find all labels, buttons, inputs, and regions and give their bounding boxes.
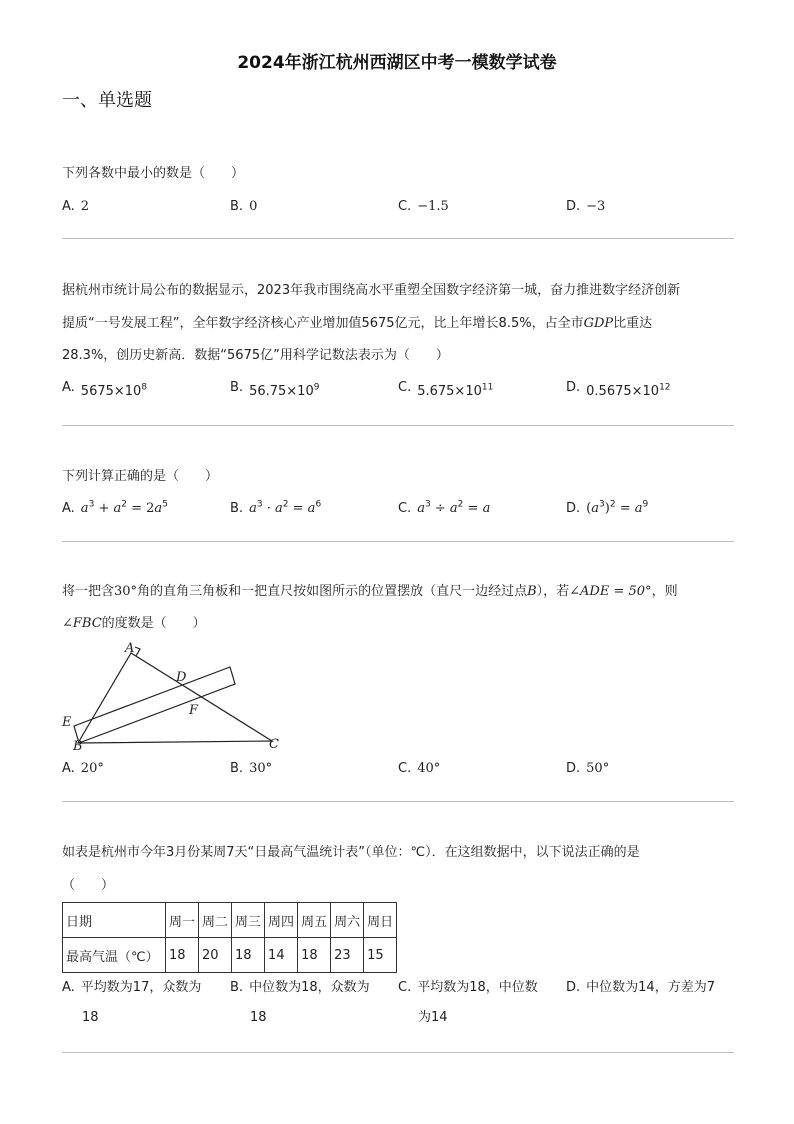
divider [62, 425, 734, 426]
q2-option-c[interactable]: C. $5.675\times 10^{11}$ [398, 380, 494, 399]
table-cell: 周五 [298, 903, 331, 938]
table-row [63, 903, 397, 938]
label-d: D [176, 670, 187, 685]
table-cell: 18 [166, 938, 199, 973]
q2-line-3: 28.3%，创历史新高．数据“5675亿”用科学记数法表示为（ ） [62, 348, 449, 363]
q4-line-2: ∠FBC的度数是（ ） [62, 616, 206, 631]
ruler [74, 667, 235, 743]
divider [62, 1052, 734, 1053]
table-cell: 周四 [265, 903, 298, 938]
table-cell: 周一 [166, 903, 199, 938]
table-cell: 23 [331, 938, 364, 973]
q5-option-c[interactable]: C. 平均数为18，中位数 为14 [398, 980, 538, 1025]
label-e: E [62, 715, 72, 730]
q2-options [62, 380, 734, 404]
q3-option-d[interactable]: D. $(a^3)^2 = a^9$ [566, 499, 649, 516]
label-c: C [269, 737, 279, 752]
q4-options [62, 761, 734, 781]
q4-line-1: 将一把含30°角的直角三角板和一把直尺按如图所示的位置摆放（直尺一边经过点B），若∠ADE = 50°，则 [62, 584, 678, 599]
section-heading: 一、单选题 [62, 90, 152, 111]
q1-stem: 下列各数中最小的数是（ ） [62, 166, 245, 181]
q3-option-b[interactable]: B. $a^3 \cdot a^2 = a^6$ [230, 499, 322, 516]
q1-options [62, 199, 734, 219]
q3-option-a[interactable]: A. $a^3 + a^2 = 2a^5$ [62, 499, 168, 516]
q4-option-b[interactable]: B. 30° [230, 761, 273, 776]
table-cell: 周六 [331, 903, 364, 938]
table-cell: 14 [265, 938, 298, 973]
q5-option-b[interactable]: B. 中位数为18，众数为 18 [230, 980, 370, 1025]
q2-option-b[interactable]: B. $56.75\times 10^9$ [230, 380, 320, 399]
table-cell: 15 [364, 938, 397, 973]
table-cell: 18 [232, 938, 265, 973]
label-a: A [125, 641, 135, 656]
q3-stem: 下列计算正确的是（ ） [62, 469, 219, 484]
q1-option-d[interactable]: D. −3 [566, 199, 606, 214]
q1-option-c[interactable]: C. −1.5 [398, 199, 449, 214]
q4-option-a[interactable]: A. 20° [62, 761, 104, 776]
q2-option-a[interactable]: A. $5675\times 10^8$ [62, 380, 148, 399]
table-row [63, 938, 397, 973]
q5-line-1: 如表是杭州市今年3月份某周7天“日最高气温统计表”（单位：℃）．在这组数据中，以下说法正确的是 [62, 845, 640, 860]
label-b: B [73, 739, 83, 754]
q5-line-2: （ ） [62, 878, 115, 893]
triangle [78, 653, 272, 743]
q5-option-d[interactable]: D. 中位数为14，方差为7 [566, 980, 715, 995]
q2-line-2: 提质“一号发展工程”，全年数字经济核心产业增加值5675亿元，比上年增长8.5%，占全市GDP比重达 [62, 316, 653, 331]
q4-option-d[interactable]: D. 50° [566, 761, 610, 776]
table-row-label: 最高气温（℃） [63, 938, 166, 973]
table-cell: 18 [298, 938, 331, 973]
q4-option-c[interactable]: C. 40° [398, 761, 441, 776]
triangle-ruler-figure [56, 638, 296, 754]
label-f: F [189, 703, 199, 718]
exam-title: 2024年浙江杭州西湖区中考一模数学试卷 [237, 53, 557, 73]
divider [62, 541, 734, 542]
table-cell: 周日 [364, 903, 397, 938]
q5-option-a[interactable]: A. 平均数为17，众数为 18 [62, 980, 202, 1025]
q3-option-c[interactable]: C. $a^3 \div a^2 = a$ [398, 499, 491, 516]
divider [62, 801, 734, 802]
temperature-table [62, 902, 397, 973]
right-angle-mark [135, 647, 140, 656]
divider [62, 238, 734, 239]
q3-options [62, 501, 734, 521]
q2-line-1: 据杭州市统计局公布的数据显示，2023年我市围绕高水平重塑全国数字经济第一城，奋力推进数字经济创新 [62, 283, 681, 298]
table-cell: 20 [199, 938, 232, 973]
q2-option-d[interactable]: D. $0.5675\times 10^{12}$ [566, 380, 671, 399]
table-cell: 周三 [232, 903, 265, 938]
table-cell: 周二 [199, 903, 232, 938]
q1-option-b[interactable]: B. 0 [230, 199, 258, 214]
q1-option-a[interactable]: A. 2 [62, 199, 90, 214]
table-header-label: 日期 [63, 903, 166, 938]
